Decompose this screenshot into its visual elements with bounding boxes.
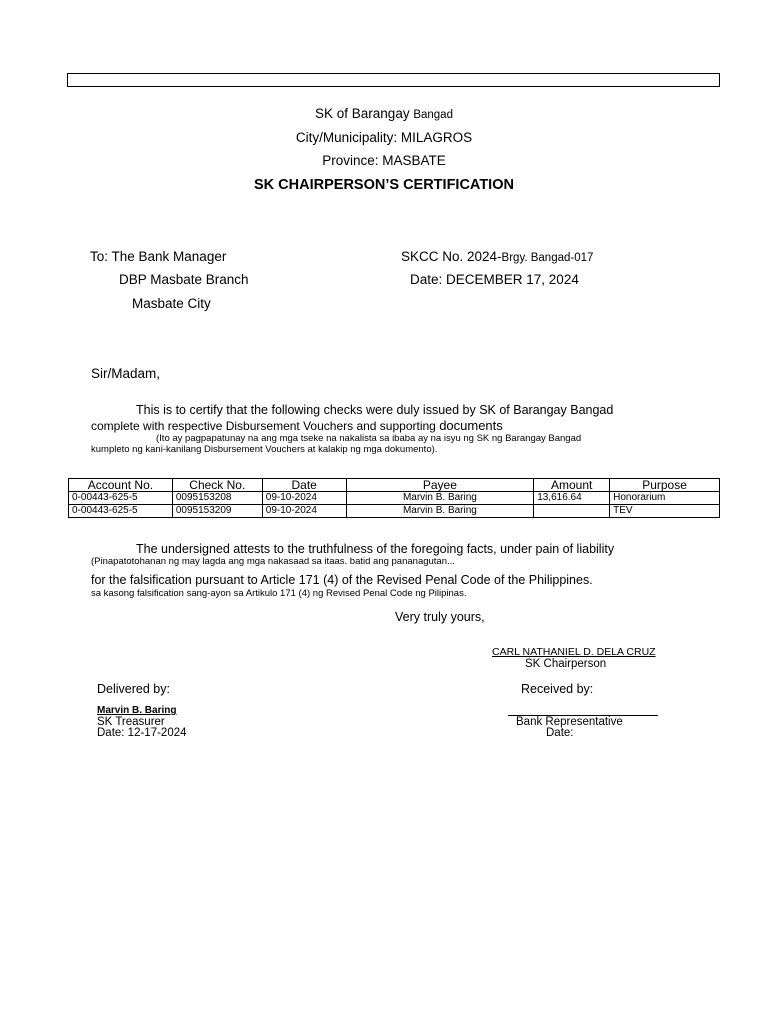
received-by-label: Received by: (521, 682, 594, 696)
para2-line2: for the falsification pursuant to Article 171 (4) of the Revised Penal Code of the Philippines. (91, 573, 593, 587)
cell-purpose: TEV (610, 505, 720, 518)
para1-line2-a: complete with respective Disbursement Vouchers and supporting (91, 419, 440, 433)
delivered-date: Date: 12-17-2024 (97, 727, 187, 739)
closing: Very truly yours, (395, 610, 485, 624)
para1-line2 (91, 418, 503, 433)
cell-date: 09-10-2024 (262, 492, 346, 505)
addressee-branch: DBP Masbate Branch (119, 272, 249, 287)
received-by-position: Bank Representative (516, 716, 623, 728)
cell-payee: Marvin B. Baring (346, 505, 534, 518)
skcc-suffix: Brgy. Bangad-017 (501, 252, 594, 264)
cell-check-no: 0095153208 (172, 492, 262, 505)
header-municipality: City/Municipality: MILAGROS (295, 130, 473, 145)
table-header-row (69, 479, 720, 492)
table-row (69, 505, 720, 518)
header-barangay-prefix: SK of Barangay (315, 106, 414, 121)
para2-line1: The undersigned attests to the truthfulness of the foregoing facts, under pain of liability (136, 542, 615, 556)
header-barangay-name: Bangad (413, 109, 453, 121)
document-title: SK CHAIRPERSON’S CERTIFICATION (254, 177, 514, 193)
para2-translation-1: (Pinapatotohanan ng may lagda ang mga nakasaad sa itaas. batid ang pananagutan... (91, 556, 455, 567)
para1-translation-1: (Ito ay pagpapatunay na ang mga tseke na nakalista sa ibaba ay na isyu ng SK ng Barangay Bangad (156, 433, 582, 444)
cell-amount (534, 505, 610, 518)
table-row (69, 492, 720, 505)
skcc-number (401, 249, 593, 264)
para2-translation-2: sa kasong falsification sang-ayon sa Artikulo 171 (4) ng Revised Penal Code ng Pilipinas. (91, 588, 467, 599)
received-date: Date: (546, 727, 574, 739)
cell-account-no: 0-00443-625-5 (69, 492, 173, 505)
para1-translation-2: kumpleto ng kani-kanilang Disbursement Vouchers at kalakip ng mga dokumento). (91, 444, 438, 455)
signatory-name: CARL NATHANIEL D. DELA CRUZ (492, 646, 656, 658)
para1-line1: This is to certify that the following checks were duly issued by SK of Barangay Bangad (136, 403, 614, 417)
cell-date: 09-10-2024 (262, 505, 346, 518)
certification-date: Date: DECEMBER 17, 2024 (410, 272, 579, 287)
addressee-to: To: The Bank Manager (90, 249, 227, 264)
delivered-by-label: Delivered by: (97, 682, 170, 696)
cell-amount: 13,616.64 (534, 492, 610, 505)
top-border-box (67, 73, 720, 87)
signatory-position: SK Chairperson (525, 658, 607, 670)
header-check-no: Check No. (172, 479, 262, 492)
header-account-no: Account No. (69, 479, 173, 492)
header-date: Date (262, 479, 346, 492)
delivered-by-position: SK Treasurer (97, 716, 165, 728)
cell-check-no: 0095153209 (172, 505, 262, 518)
header-purpose: Purpose (610, 479, 720, 492)
para1-line2-b: documents (439, 418, 503, 433)
header-amount: Amount (534, 479, 610, 492)
checks-table (68, 478, 720, 518)
cell-purpose: Honorarium (610, 492, 720, 505)
header-province: Province: MASBATE (322, 153, 446, 168)
cell-account-no: 0-00443-625-5 (69, 505, 173, 518)
cell-payee: Marvin B. Baring (346, 492, 534, 505)
addressee-city: Masbate City (132, 296, 211, 311)
header-payee: Payee (346, 479, 534, 492)
skcc-prefix: SKCC No. 2024- (401, 249, 502, 264)
header-barangay (0, 106, 768, 121)
delivered-by-name: Marvin B. Baring (97, 705, 177, 716)
salutation: Sir/Madam, (91, 366, 161, 381)
